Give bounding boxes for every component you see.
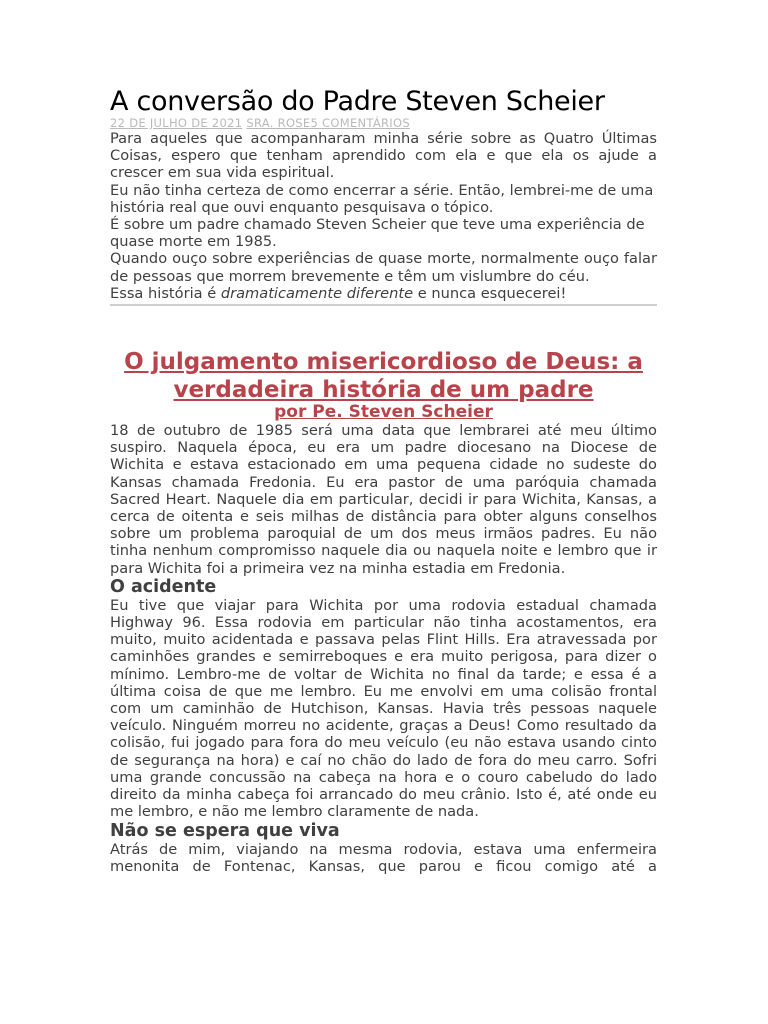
post-author-link[interactable]: SRA. ROSE	[246, 116, 311, 130]
emphasis-text: dramaticamente diferente	[220, 284, 414, 302]
intro-paragraph: Para aqueles que acompanharam minha série sobre as Quatro Últimas Coisas, espero que tenham aprendido com ela e que ela os ajude a crescer em sua vida espiritual.	[110, 130, 657, 182]
post-comments-link[interactable]: 5 COMENTÁRIOS	[310, 116, 410, 130]
intro-paragraph: Eu não tinha certeza de como encerrar a série. Então, lembrei-me de uma história real que ouvi enquanto pesquisava o tópico.	[110, 181, 654, 216]
post-title: A conversão do Padre Steven Scheier	[110, 86, 605, 117]
intro-paragraph: Quando ouço sobre experiências de quase morte, normalmente ouço falar de pessoas que morrem brevemente e têm um vislumbre do céu.	[110, 250, 657, 285]
article-paragraph: Atrás de mim, viajando na mesma rodovia, estava uma enfermeira menonita de Fontenac, Kansas, que parou e ficou comigo até a	[110, 840, 657, 875]
article-title[interactable]: O julgamento misericordioso de Deus: a verdadeira história de um padre	[124, 349, 643, 404]
post-content	[110, 86, 657, 875]
article-byline[interactable]: por Pe. Steven Scheier	[274, 402, 493, 423]
section-heading-not-expected: Não se espera que viva	[110, 820, 340, 841]
intro-paragraph: É sobre um padre chamado Steven Scheier que teve uma experiência de quase morte em 1985.	[110, 216, 645, 251]
divider	[110, 304, 657, 306]
intro-last-paragraph: Essa história é dramaticamente diferente e nunca esquecerei!	[110, 284, 567, 302]
post-meta	[110, 117, 657, 130]
article-paragraph: 18 de outubro de 1985 será uma data que lembrarei até meu último suspiro. Naquela época, eu era um padre diocesano na Diocese de Wichita e estava estacionado em uma pequena cidade no sudeste do Kansas chamada Fredonia. Eu era pastor de uma paróquia chamada Sacred Heart. Naquele dia em particular, decidi ir para Wichita, Kansas, a cerca de oitenta e seis milhas de distância para obter alguns conselhos sobre um problema paroquial de um dos meus irmãos padres. Eu não tinha nenhum compromisso naquele dia ou naquela noite e lembro que ir para Wichita foi a primeira vez na minha estadia em Fredonia.	[110, 422, 657, 577]
section-heading-accident: O acidente	[110, 576, 217, 597]
article-paragraph: Eu tive que viajar para Wichita por uma rodovia estadual chamada Highway 96. Essa rodovia em particular não tinha acostamentos, era muito, muito acidentada e passava pelas Flint Hills. Era atravessada por caminhões grandes e semirreboques e era muito perigosa, para dizer o mínimo. Lembro-me de voltar de Wichita no final da tarde; e essa é a última coisa de que me lembro. Eu me envolvi em uma colisão frontal com um caminhão de Hutchison, Kansas. Havia três pessoas naquele veículo. Ninguém morreu no acidente, graças a Deus! Como resultado da colisão, fui jogado para fora do meu veículo (eu não estava usando cinto de segurança na hora) e caí no chão do lado de fora do meu carro. Sofri uma grande concussão na cabeça na hora e o couro cabeludo do lado direito da minha cabeça foi arrancado do meu crânio. Isto é, até onde eu me lembro, e não me lembro claramente de nada.	[110, 596, 657, 821]
post-date-link[interactable]: 22 DE JULHO DE 2021	[110, 116, 243, 130]
